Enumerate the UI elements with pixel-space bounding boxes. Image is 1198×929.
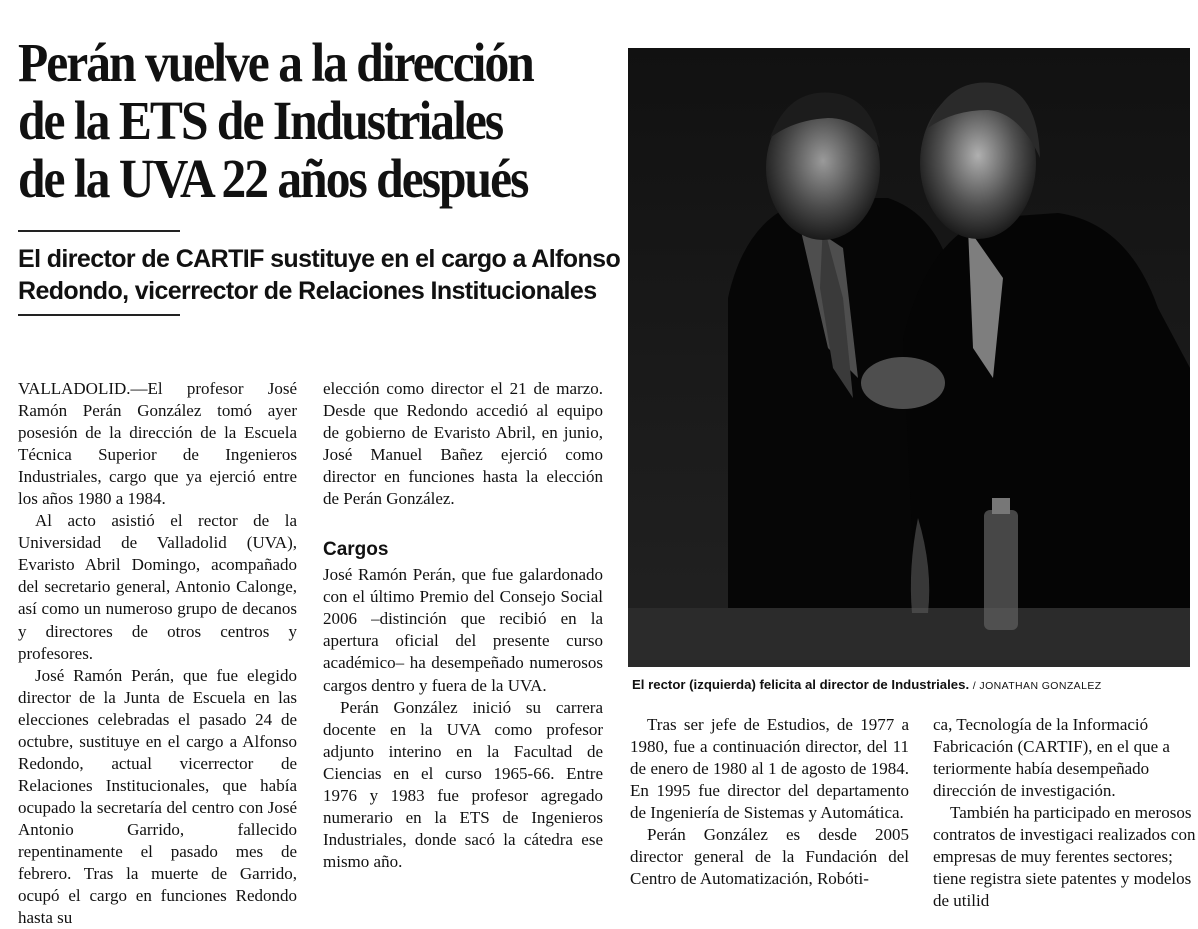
article-column-1 (18, 378, 297, 929)
article-paragraph: elección como director el 21 de marzo. Desde que Redondo accedió al equipo de gobierno de Evaristo Abril, en junio, José Manuel Bañez ejerció como director en funciones hasta la elección de Perán González. (323, 379, 603, 509)
section-heading: Cargos (323, 539, 389, 561)
article-paragraph: ca, Tecnología de la Informació Fabricación (CARTIF), en el que a teriormente había desempeñado dirección de investigación. (933, 715, 1170, 801)
article-column-4 (933, 714, 1198, 912)
headline-divider (18, 230, 180, 232)
headline-line: Perán vuelve a la dirección (18, 32, 533, 93)
headline-line: de la UVA 22 años después (18, 148, 528, 209)
dateline: VALLADOLID.— (18, 379, 148, 398)
photo-credit: / JONATHAN GONZALEZ (972, 680, 1102, 692)
subheadline-line: El director de CARTIF sustituye en el cargo a Alfonso (18, 245, 621, 273)
photo-image (628, 48, 1190, 667)
news-photo (628, 48, 1190, 667)
subheadline-divider (18, 314, 180, 316)
article-paragraph: José Ramón Perán, que fue galardonado con el último Premio del Consejo Social 2006 –distinción que recibió en la apertura oficial del presente curso académico– ha desempeñado numerosos cargos dentro y fuera de la UVA. (323, 565, 603, 695)
article-column-3 (630, 714, 909, 890)
caption-text: El rector (izquierda) felicita al director de Industriales. (632, 677, 970, 692)
article-paragraph: Al acto asistió el rector de la Universidad de Valladolid (UVA), Evaristo Abril Domingo, acompañado del secretario general, Antonio Calonge, así como un numeroso grupo de decanos y directores de otros centros y profesores. (18, 511, 297, 663)
article-paragraph: VALLADOLID.—El profesor José Ramón Perán González tomó ayer posesión de la dirección de la Escuela Técnica Superior de Ingenieros Industriales, cargo que ya ejerció entre los años 1980 a 1984. (18, 379, 297, 509)
article-column-2 (323, 378, 603, 873)
headline (18, 34, 558, 208)
subheadline-line: Redondo, vicerrector de Relaciones Institucionales (18, 277, 597, 305)
article-paragraph: Tras ser jefe de Estudios, de 1977 a 1980, fue a continuación director, del 11 de enero de 1980 al 1 de agosto de 1984. En 1995 fue director del departamento de Ingeniería de Sistemas y Automática. (630, 715, 909, 823)
article-paragraph: También ha participado en merosos contratos de investigaci realizados con empresas de muy ferentes sectores; tiene registra siete patentes y modelos de utilid (933, 803, 1196, 911)
subheadline (18, 243, 638, 307)
article-paragraph: Perán González inició su carrera docente en la UVA como profesor adjunto interino en la Facultad de Ciencias en el curso 1965-66. Entre 1976 y 1983 fue profesor agregado numerario en la ETS de Ingenieros Industriales, donde sacó la cátedra ese mismo año. (323, 697, 603, 871)
article-paragraph: Perán González es desde 2005 director general de la Fundación del Centro de Automatización, Robóti- (630, 825, 909, 889)
headline-line: de la ETS de Industriales (18, 90, 503, 151)
photo-caption (632, 677, 1198, 692)
article-paragraph: José Ramón Perán, que fue elegido director de la Junta de Escuela en las elecciones celebradas el pasado 24 de octubre, sustituye en el cargo a Alfonso Redondo, actual vicerrector de Relaciones Institucionales, que había ocupado la secretaría del centro con José Antonio Garrido, fallecido repentinamente el pasado mes de febrero. Tras la muerte de Garrido, ocupó el cargo en funciones Redondo hasta su (18, 665, 297, 928)
